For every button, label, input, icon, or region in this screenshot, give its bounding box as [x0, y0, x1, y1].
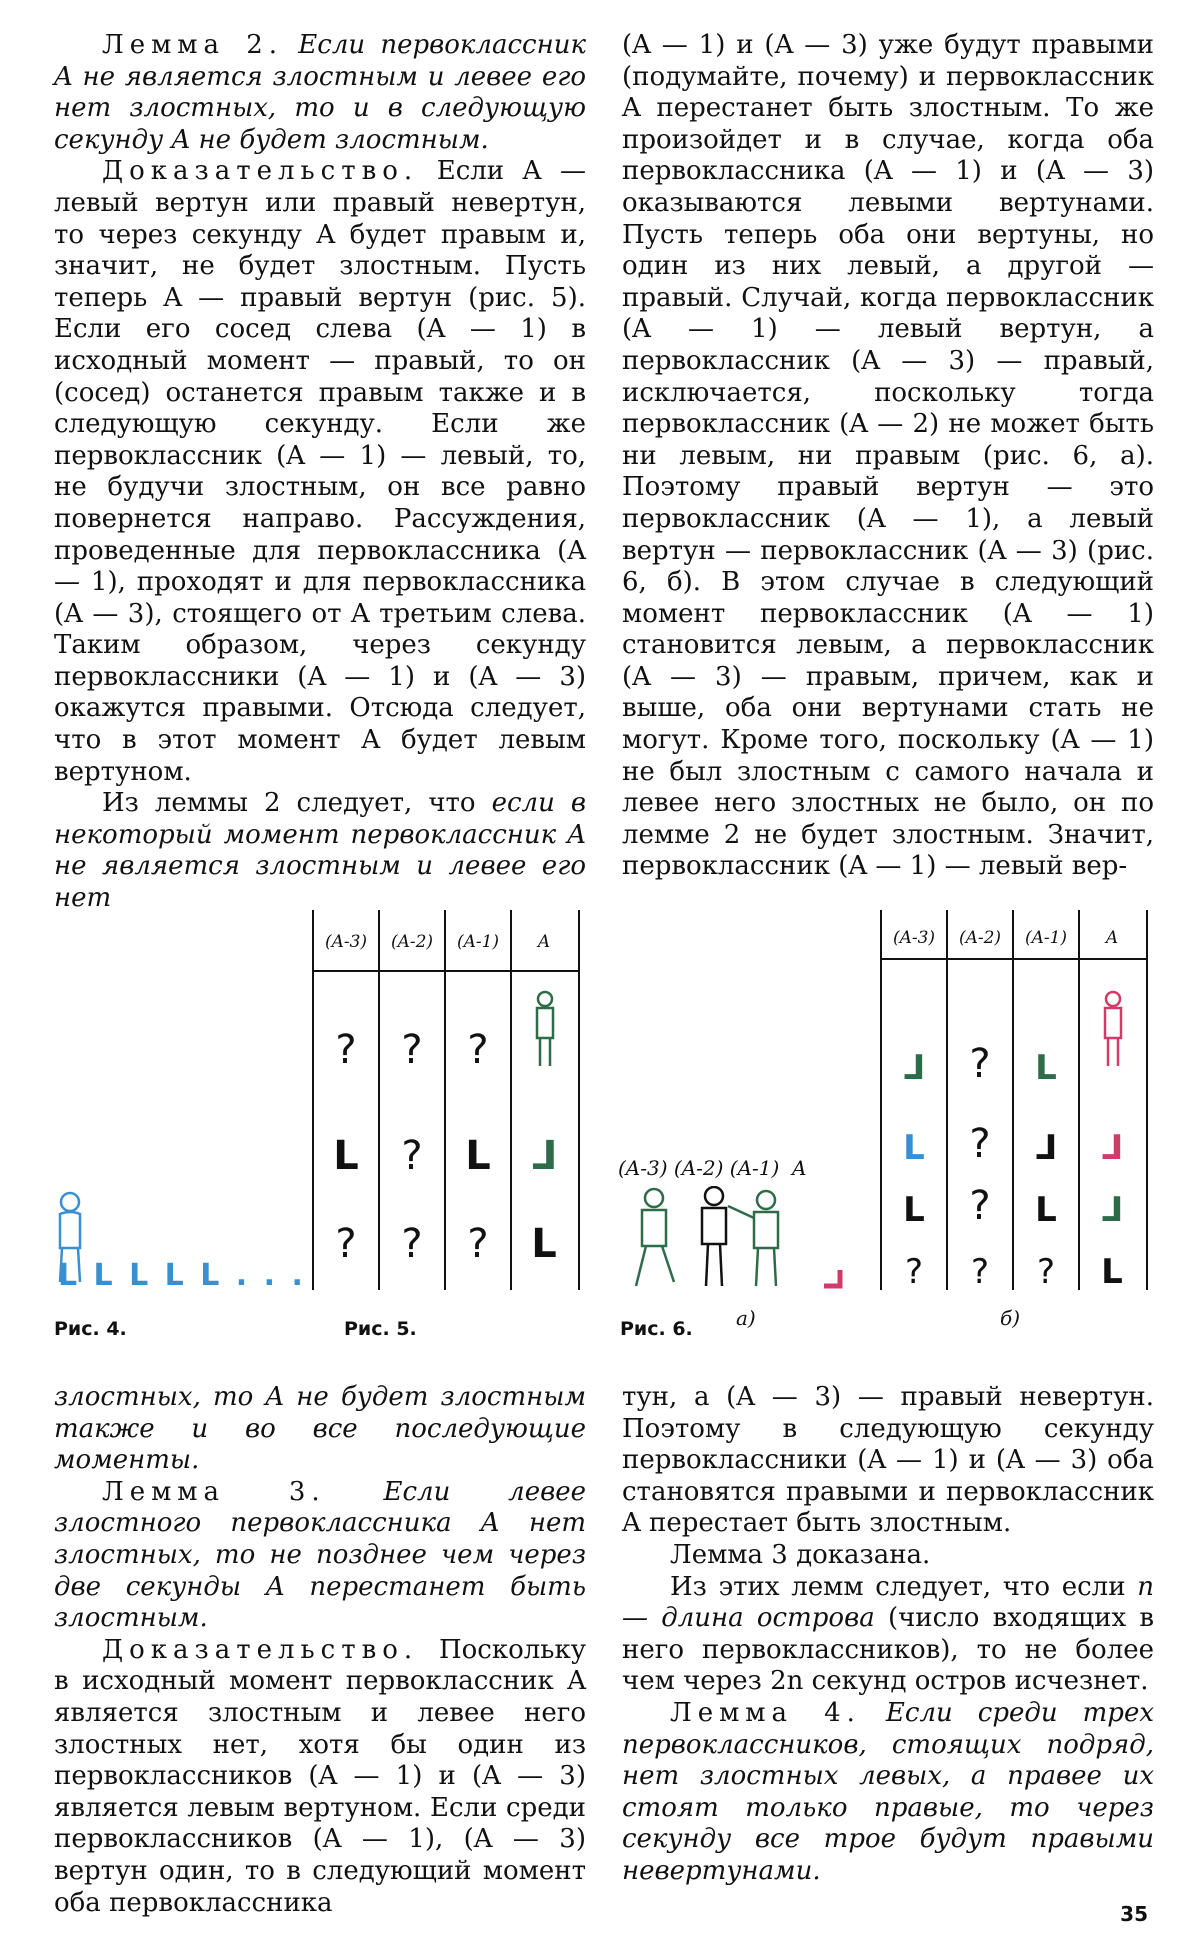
- fig6b-cell: ?: [904, 1252, 924, 1292]
- fig5-cell: ?: [401, 1221, 423, 1267]
- page-number: 35: [1120, 1902, 1148, 1926]
- person-icon: [1098, 990, 1128, 1070]
- fig6b-cell: ⅃: [903, 1048, 925, 1088]
- right-top-paragraph: (A — 1) и (A — 3) уже будут правыми (подумайте, почему) и первоклассник A перестанет быть злостным. То же произойдет и в случае, когда оба первоклассника (A — 1) и (A — 3) оказываются левыми вертунами. Пусть теперь оба они вертуны, но один из них левый, а другой — правый. Случай, когда первоклассник (A — 1) — левый вертун, а первоклассник (A — 3) — правый, исключается, поскольку тогда первоклассник (A — 2) не может быть ни левым, ни правым (рис. 6, а). Поэтому правый вертун — это первоклассник (A — 1), а левый вертун — первоклассник (A — 3) (рис. 6, б). В этом случае в следующий момент первоклассник (A — 1) становится левым, а первоклассник (A — 3) — правым, причем, как и выше, оба они вертунами стать не могут. Кроме того, поскольку (A — 1) не был злостным с самого начала и левее него злостных не было, он по лемме 2 не будет злостным. Значит, первоклассник (A — 1) — левый вер-: [622, 30, 1154, 882]
- fig6b-header: (A-3): [892, 928, 936, 948]
- fig6b-cell: L: [903, 1128, 925, 1168]
- right-corner-mark: [824, 1270, 840, 1286]
- fig6b-cell: ?: [969, 1183, 991, 1229]
- proof-text: Если A — левый вертун или правый невертун, то через секунду A будет правым и, значит, не будет злостным. Пусть теперь A — правый вертун (рис. 5). Если его сосед слева (A — 1) в исходный момент — правый, то он (сосед) останется правым также и в следующую секунду. Если же первоклассник (A — 1) — левый, то, не будучи злостным, он все равно повернется направо. Рассуждения, проведенные для первоклассника (A — 1), проходят и для первоклассника (A — 3), стоящего от A третьим слева. Таким образом, через секунду первоклассники (A — 1) и (A — 3) окажутся правыми. Отсюда следует, что в этот момент A будет левым вертуном.: [54, 156, 586, 787]
- fig6b-cell: L: [1035, 1048, 1057, 1088]
- fig6b-cell: ?: [969, 1041, 991, 1087]
- left-column-bottom: [54, 1382, 586, 1919]
- lemma4-paragraph: [622, 1698, 1154, 1888]
- lemma2-followup: [54, 788, 586, 914]
- lemma3-statement: Если левее злостного первоклассника A нет злостных, то не позднее чем через две секунды A перестанет быть злостным.: [54, 1476, 587, 1634]
- left-column-top: [54, 30, 586, 915]
- lemma3-proof: [54, 1635, 586, 1919]
- fig5-header: (A-2): [390, 932, 434, 952]
- fig6b-label: б): [1000, 1306, 1021, 1330]
- fig4-caption: Рис. 4.: [54, 1318, 127, 1340]
- fig6b-cell: ⅃: [1101, 1128, 1123, 1168]
- fig6b-header: (A-2): [958, 928, 1002, 948]
- lemma2-statement: Если первоклассник A не является злостным и левее его нет злостных, то и в следующую секунду A не будет злостным.: [54, 30, 586, 155]
- lemma2-paragraph: [54, 30, 586, 156]
- followup-italic: если в некоторый момент первоклассник A не является злостным и левее его нет: [54, 788, 586, 914]
- fig6a-figure: [630, 1186, 860, 1296]
- fig5-cell: ?: [401, 1027, 423, 1073]
- fig6b-cell: L: [903, 1190, 925, 1230]
- fig5-cell: ?: [335, 1221, 357, 1267]
- right-continuation: тун, а (A — 3) — правый невертун. Поэтому в следующую секунду первоклассники (A — 1) и (A — 3) оба становятся правыми и первоклассник A перестает быть злостным.: [622, 1382, 1154, 1539]
- fig6b-header: A: [1105, 928, 1119, 948]
- person-icon: [702, 1187, 726, 1286]
- conclusion-italic: n — длина острова: [622, 1571, 1154, 1634]
- lemma2-label: Лемма 2.: [102, 30, 284, 60]
- lemma2-continuation: [54, 1382, 586, 1477]
- right-column-bottom: [622, 1382, 1154, 1888]
- lemma3-label: Лемма 3.: [102, 1476, 326, 1507]
- fig4-marks: L L L L L . . .: [58, 1258, 306, 1293]
- fig6b-cell: L: [1101, 1252, 1123, 1292]
- lemma3-done: Лемма 3 доказана.: [670, 1539, 931, 1570]
- proof-label: Доказательство.: [102, 156, 419, 187]
- followup-plain: Из леммы 2 следует, что: [102, 788, 492, 819]
- fig5-header: A: [537, 932, 551, 952]
- person-icon: [636, 1189, 674, 1286]
- fig6a-names: (A-3) (A-2) (A-1) A: [618, 1156, 807, 1180]
- fig6b-cell: ?: [970, 1252, 990, 1292]
- lemma4-label: Лемма 4.: [670, 1697, 861, 1728]
- fig5-cell: L: [465, 1133, 491, 1179]
- fig5-cell: ⅃: [531, 1133, 557, 1179]
- right-column-top: [622, 30, 1154, 883]
- fig5-cell: ?: [401, 1133, 423, 1179]
- fig5-cell: ?: [467, 1221, 489, 1267]
- conclusion-plain-1: Из этих лемм следует, что если: [670, 1571, 1138, 1602]
- fig6b-cell: L: [1035, 1190, 1057, 1230]
- fig6b-header: (A-1): [1024, 928, 1068, 948]
- fig6-caption: Рис. 6.: [620, 1318, 693, 1340]
- fig5-cell: L: [531, 1221, 557, 1267]
- person-icon: [530, 990, 560, 1070]
- fig6b-cell: ⅃: [1035, 1128, 1057, 1168]
- fig5-header: (A-3): [324, 932, 368, 952]
- continuation-italic: злостных, то A не будет злостным также и во все последующие моменты.: [54, 1382, 586, 1476]
- lemma3-paragraph: [54, 1477, 586, 1635]
- fig5-cell: ?: [335, 1027, 357, 1073]
- proof-text: Поскольку в исходный момент первоклассник A является злостным и левее него злостных нет, хотя бы один из первоклассников (A — 1) и (A — 3) является левым вертуном. Если среди первоклассников (A — 1), (A — 3) вертун один, то в следующий момент оба первоклассника: [54, 1634, 586, 1918]
- fig5-header: (A-1): [456, 932, 500, 952]
- conclusion-plain-2: (число входящих в него первоклассников), то не более чем через 2n секунд остров исчезнет.: [622, 1603, 1155, 1697]
- person-icon: [728, 1191, 778, 1286]
- conclusion-paragraph: [622, 1572, 1154, 1698]
- fig5-cell: ?: [467, 1027, 489, 1073]
- proof-label: Доказательство.: [102, 1634, 419, 1665]
- fig6b-cell: ?: [969, 1121, 991, 1167]
- lemma2-proof: [54, 156, 586, 788]
- fig6b-cell: ?: [1036, 1252, 1056, 1292]
- lemma4-statement: Если среди трех первоклассников, стоящих подряд, нет злостных левых, а правее их стоят только правые, то через секунду все трое будут правыми невертунами.: [622, 1697, 1154, 1886]
- fig5-cell: L: [333, 1133, 359, 1179]
- fig6a-label: а): [736, 1306, 756, 1330]
- fig6b-cell: ⅃: [1101, 1190, 1123, 1230]
- fig5-caption: Рис. 5.: [344, 1318, 417, 1340]
